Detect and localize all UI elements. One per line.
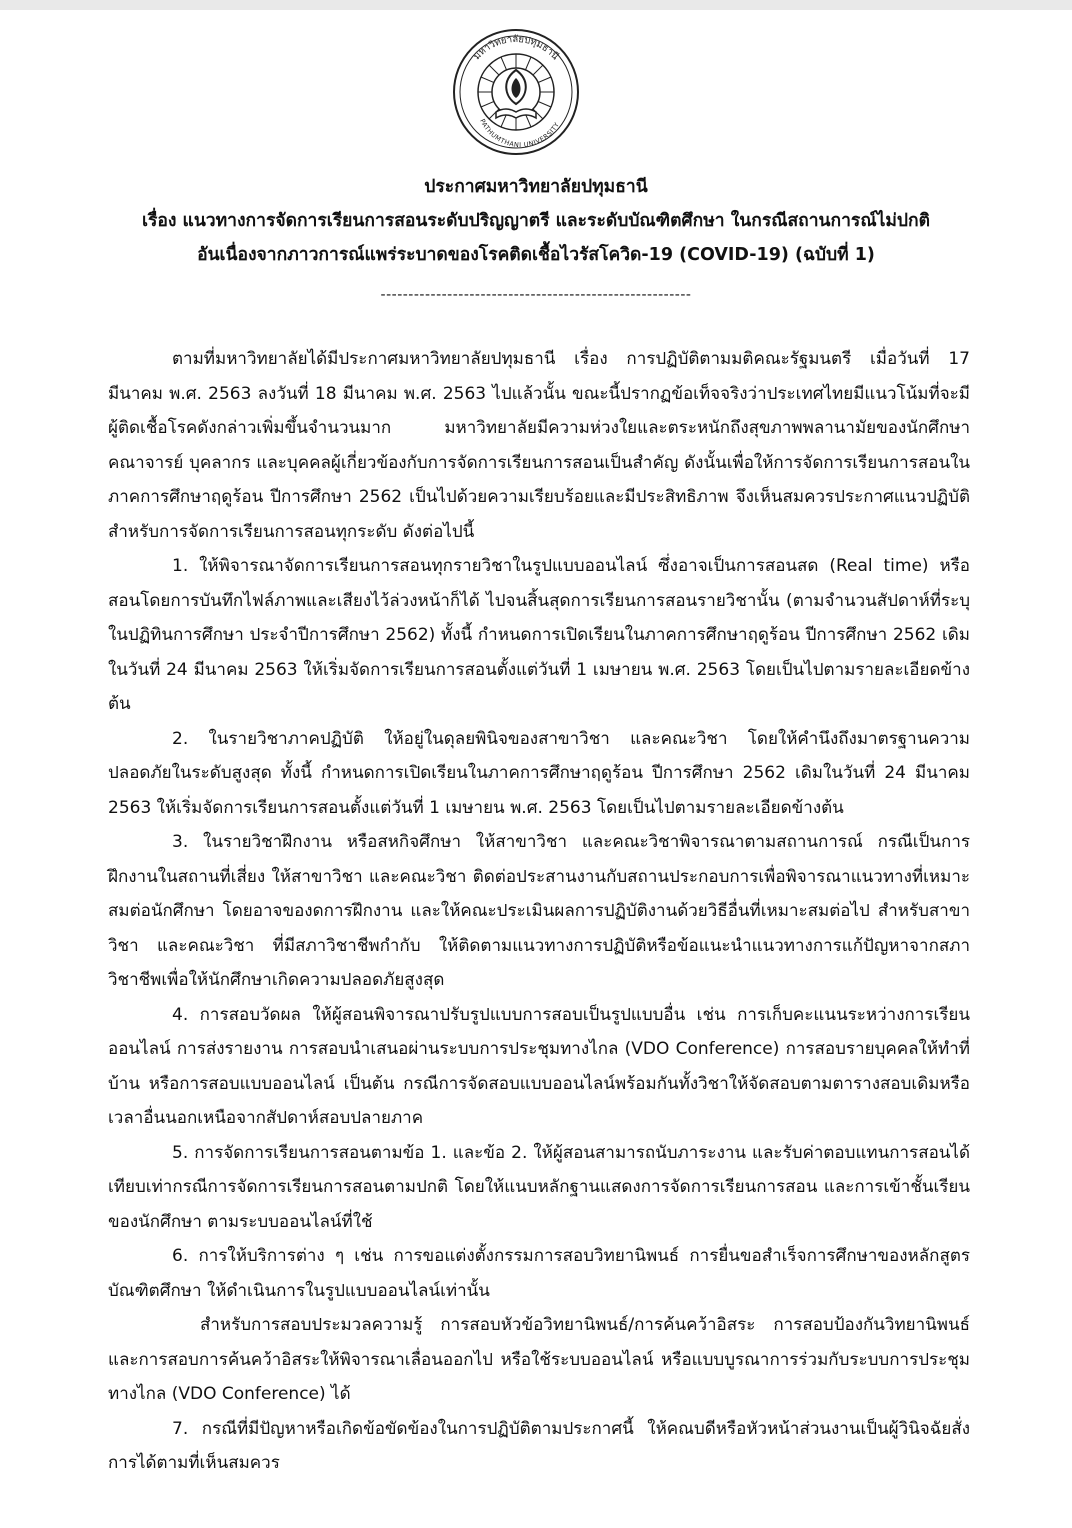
seal-thai-name: มหาวิทยาลัยปทุมธานี xyxy=(471,33,561,63)
announcement-body xyxy=(108,342,970,1481)
intro-paragraph: ตามที่มหาวิทยาลัยได้มีประกาศมหาวิทยาลัยปทุมธานี เรื่อง การปฏิบัติตามมติคณะรัฐมนตรี เมื่อวันที่ 17 มีนาคม พ.ศ. 2563 ลงวันที่ 18 มีนาคม พ.ศ. 2563 ไปแล้วนั้น ขณะนี้ปรากฏข้อเท็จจริงว่าประเทศไทยมีแนวโน้มที่จะมีผู้ติดเชื้อโรคดังกล่าวเพิ่มขึ้นจำนวนมาก มหาวิทยาลัยมีความห่วงใยและตระหนักถึงสุขภาพพลานามัยของนักศึกษา คณาจารย์ บุคลากร และบุคคลผู้เกี่ยวข้องกับการจัดการเรียนการสอนเป็นสำคัญ ดังนั้นเพื่อให้การจัดการเรียนการสอนในภาคการศึกษาฤดูร้อน ปีการศึกษา 2562 เป็นไปด้วยความเรียบร้อยและมีประสิทธิภาพ จึงเห็นสมควรประกาศแนวปฏิบัติสำหรับการจัดการเรียนการสอนทุกระดับ ดังต่อไปนี้ xyxy=(108,349,970,542)
heading-line-3: อันเนื่องจากภาวการณ์แพร่ระบาดของโรคติดเชื้อไวรัสโควิด-19 (COVID-19) (ฉบับที่ 1) xyxy=(197,245,875,265)
clause-3: 3. ในรายวิชาฝึกงาน หรือสหกิจศึกษา ให้สาขาวิชา และคณะวิชาพิจารณาตามสถานการณ์ กรณีเป็นการฝึกงานในสถานที่เสี่ยง ให้สาขาวิชา และคณะวิชา ติดต่อประสานงานกับสถานประกอบการเพื่อพิจารณาแนวทางที่เหมาะสมต่อนักศึกษา โดยอาจของดการฝึกงาน และให้คณะประเมินผลการปฏิบัติงานด้วยวิธีอื่นที่เหมาะสมต่อไป สำหรับสาขาวิชา และคณะวิชา ที่มีสภาวิชาชีพกำกับ ให้ติดตามแนวทางการปฏิบัติหรือข้อแนะนำแนวทางการแก้ปัญหาจากสภาวิชาชีพเพื่อให้นักศึกษาเกิดความปลอดภัยสูงสุด xyxy=(108,832,970,990)
scan-top-edge xyxy=(0,0,1072,10)
clause-5: 5. การจัดการเรียนการสอนตามข้อ 1. และข้อ 2. ให้ผู้สอนสามารถนับภาระงาน และรับค่าตอบแทนการสอนได้เทียบเท่ากรณีการจัดการเรียนการสอนตามปกติ โดยให้แนบหลักฐานแสดงการจัดการเรียนการสอน และการเข้าชั้นเรียนของนักศึกษา ตามระบบออนไลน์ที่ใช้ xyxy=(108,1142,970,1232)
clause-6: 6. การให้บริการต่าง ๆ เช่น การขอแต่งตั้งกรรมการสอบวิทยานิพนธ์ การยื่นขอสำเร็จการศึกษาของหลักสูตรบัณฑิตศึกษา ให้ดำเนินการในรูปแบบออนไลน์เท่านั้น xyxy=(108,1246,970,1301)
heading-line-2: เรื่อง แนวทางการจัดการเรียนการสอนระดับปริญญาตรี และระดับบัณฑิตศึกษา ในกรณีสถานการณ์ไม่ปกติ xyxy=(142,211,930,231)
clause-6-subparagraph: สำหรับการสอบประมวลความรู้ การสอบหัวข้อวิทยานิพนธ์/การค้นคว้าอิสระ การสอบป้องกันวิทยานิพนธ์ และการสอบการค้นคว้าอิสระให้พิจารณาเลื่อนออกไป หรือใช้ระบบออนไลน์ หรือแบบบูรณาการร่วมกับระบบการประชุมทางไกล (VDO Conference) ได้ xyxy=(108,1315,970,1404)
university-seal-icon xyxy=(444,22,588,160)
heading-divider: -------------------------------------------------------- xyxy=(380,287,692,303)
clause-1: 1. ให้พิจารณาจัดการเรียนการสอนทุกรายวิชาในรูปแบบออนไลน์ ซึ่งอาจเป็นการสอนสด (Real time) หรือสอนโดยการบันทึกไฟล์ภาพและเสียงไว้ล่วงหน้าก็ได้ ไปจนสิ้นสุดการเรียนการสอนรายวิชานั้น (ตามจำนวนสัปดาห์ที่ระบุในปฏิทินการศึกษา ประจำปีการศึกษา 2562) ทั้งนี้ กำหนดการเปิดเรียนในภาคการศึกษาฤดูร้อน ปีการศึกษา 2562 เดิมในวันที่ 24 มีนาคม 2563 ให้เริ่มจัดการเรียนการสอนตั้งแต่วันที่ 1 เมษายน พ.ศ. 2563 โดยเป็นไปตามรายละเอียดข้างต้น xyxy=(108,556,970,714)
announcement-heading xyxy=(60,170,1012,272)
clause-2: 2. ในรายวิชาภาคปฏิบัติ ให้อยู่ในดุลยพินิจของสาขาวิชา และคณะวิชา โดยให้คำนึงถึงมาตรฐานความปลอดภัยในระดับสูงสุด ทั้งนี้ กำหนดการเปิดเรียนในภาคการศึกษาฤดูร้อน ปีการศึกษา 2562 เดิมในวันที่ 24 มีนาคม 2563 ให้เริ่มจัดการเรียนการสอนตั้งแต่วันที่ 1 เมษายน พ.ศ. 2563 โดยเป็นไปตามรายละเอียดข้างต้น xyxy=(108,728,970,818)
heading-line-1: ประกาศมหาวิทยาลัยปทุมธานี xyxy=(424,177,648,197)
clause-4: 4. การสอบวัดผล ให้ผู้สอนพิจารณาปรับรูปแบบการสอบเป็นรูปแบบอื่น เช่น การเก็บคะแนนระหว่างการเรียนออนไลน์ การส่งรายงาน การสอบนำเสนอผ่านระบบการประชุมทางไกล (VDO Conference) การสอบรายบุคคลให้ทำที่บ้าน หรือการสอบแบบออนไลน์ เป็นต้น กรณีการจัดสอบแบบออนไลน์พร้อมกันทั้งวิชาให้จัดสอบตามตารางสอบเดิมหรือเวลาอื่นนอกเหนือจากสัปดาห์สอบปลายภาค xyxy=(108,1004,970,1128)
seal-english-name: PATHUMTHANI UNIVERSITY xyxy=(478,117,562,150)
clause-7: 7. กรณีที่มีปัญหาหรือเกิดข้อขัดข้องในการปฏิบัติตามประกาศนี้ ให้คณบดีหรือหัวหน้าส่วนงานเป็นผู้วินิจฉัยสั่งการได้ตามที่เห็นสมควร xyxy=(108,1418,970,1473)
